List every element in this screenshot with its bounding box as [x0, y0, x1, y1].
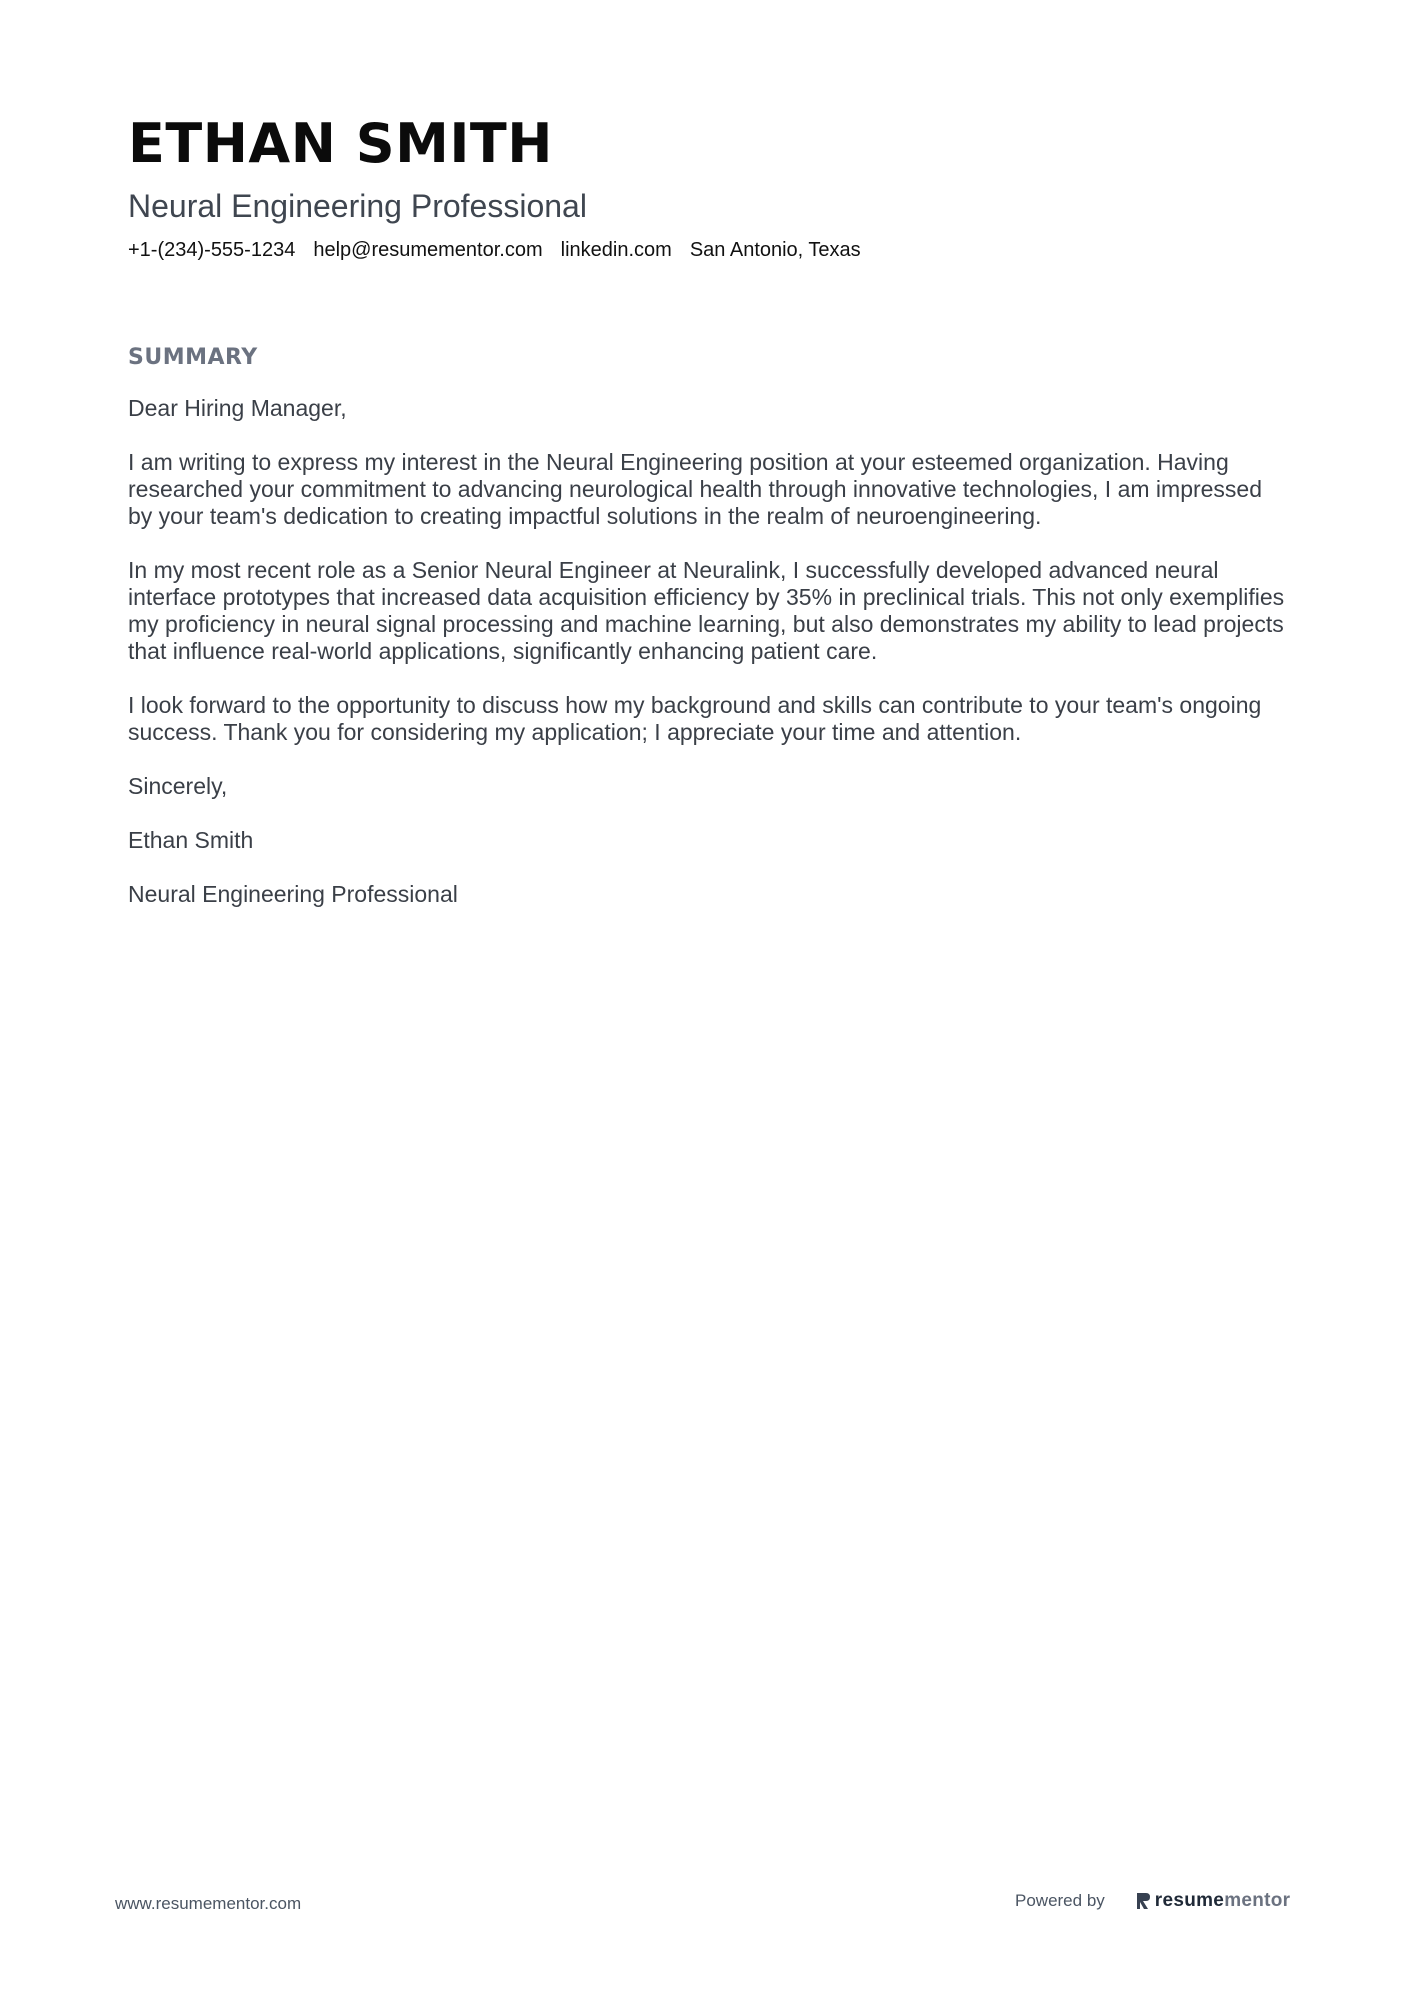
cover-letter-body	[128, 395, 1288, 908]
summary-section	[128, 343, 1288, 935]
resume-header	[128, 112, 1288, 263]
candidate-role: Neural Engineering Professional	[128, 188, 587, 224]
resumementor-logo-icon	[1135, 1891, 1151, 1911]
letter-paragraph: I look forward to the opportunity to discuss how my background and skills can contribute to your team's ongoing success. Thank you for considering my application; I appreciate your time and attention.	[128, 692, 1262, 745]
contact-info	[128, 237, 1288, 263]
letter-salutation: Dear Hiring Manager,	[128, 395, 347, 421]
contact-linkedin: linkedin.com	[560, 239, 672, 261]
brand-text-resume: resume	[1154, 1890, 1225, 1911]
powered-by-label: Powered by	[1015, 1891, 1105, 1910]
resumementor-logo[interactable]	[1135, 1890, 1291, 1912]
footer-website-link[interactable]: www.resumementor.com	[115, 1894, 302, 1913]
footer-powered-by	[1015, 1890, 1290, 1912]
contact-location: San Antonio, Texas	[689, 239, 861, 261]
contact-phone: +1-(234)-555-1234	[128, 239, 296, 261]
signature-name: Ethan Smith	[128, 827, 254, 853]
candidate-name: ETHAN SMITH	[128, 112, 553, 175]
contact-email: help@resumementor.com	[313, 239, 543, 261]
brand-text-mentor: mentor	[1224, 1890, 1291, 1911]
section-title: SUMMARY	[128, 345, 258, 370]
signature-title: Neural Engineering Professional	[128, 881, 458, 907]
letter-paragraph: In my most recent role as a Senior Neural Engineer at Neuralink, I successfully developed advanced neural interface prototypes that increased data acquisition efficiency by 35% in preclinical trials. This not only exemplifies my proficiency in neural signal processing and machine learning, but also demonstrates my ability to lead projects that influence real-world applications, significantly enhancing patient care.	[128, 557, 1285, 664]
letter-closing: Sincerely,	[128, 773, 228, 799]
letter-paragraph: I am writing to express my interest in the Neural Engineering position at your esteemed organization. Having researched your commitment to advancing neurological health through innovative technologies, I am impressed by your team's dedication to creating impactful solutions in the realm of neuroengineering.	[128, 449, 1263, 529]
